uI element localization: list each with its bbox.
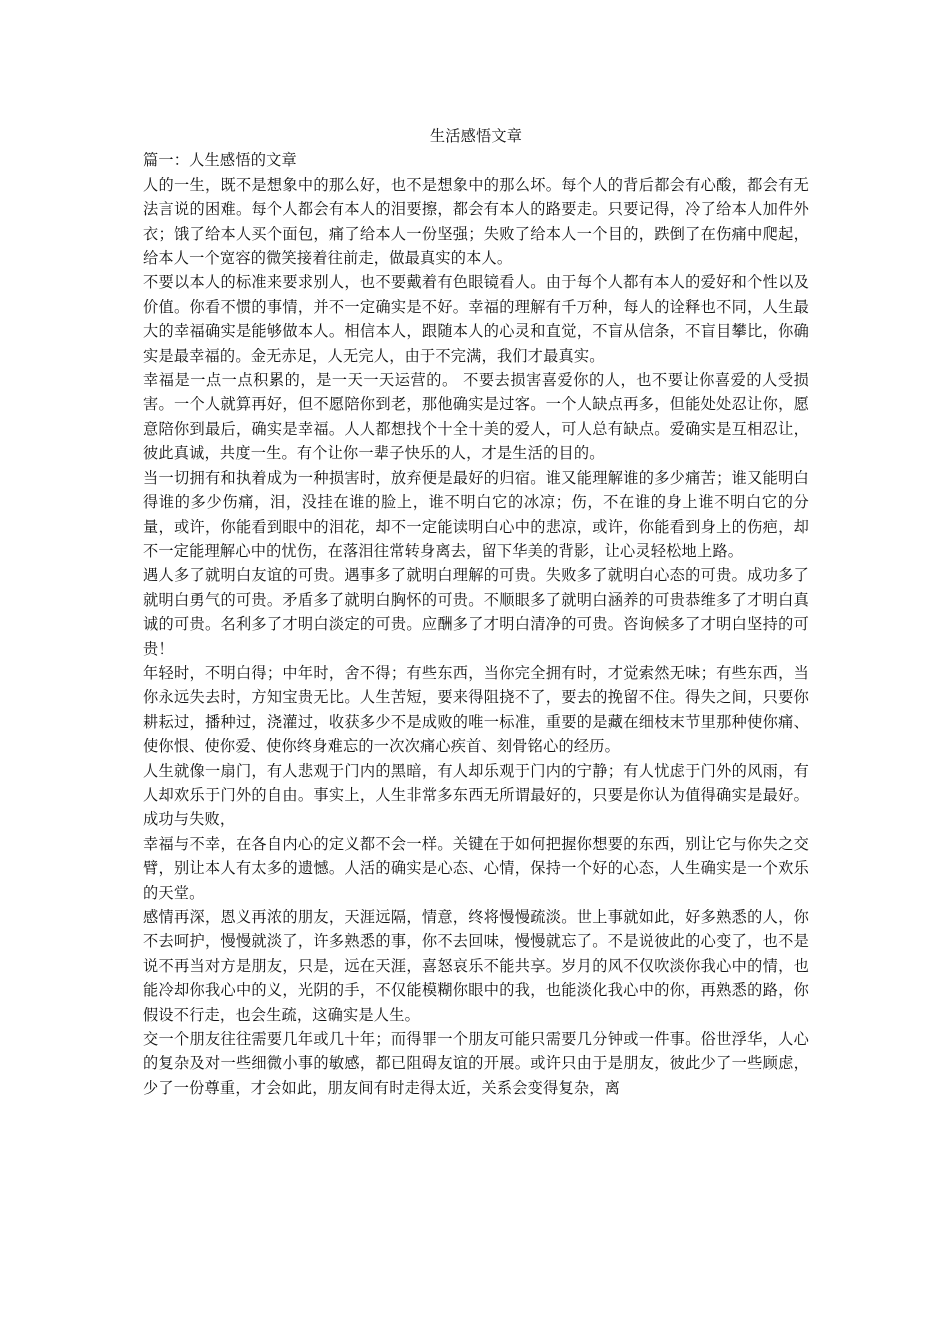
document-title: 生活感悟文章	[429, 127, 523, 145]
paragraph: 当一切拥有和执着成为一种损害时，放弃便是最好的归宿。谁又能理解谁的多少痛苦；谁又能明白得谁的多少伤痛，泪，没挂在谁的脸上，谁不明白它的冰凉；伤，不在谁的身上谁不明白它的分量，或许，你能看到眼中的泪花，却不一定能读明白心中的悲凉，或许，你能看到身上的伤疤，却不一定能理解心中的忧伤，在落泪往常转身离去，留下华美的背影，让心灵轻松地上路。	[143, 468, 809, 560]
paragraph: 感情再深，恩义再浓的朋友，天涯远隔，情意，终将慢慢疏淡。世上事就如此，好多熟悉的人，你不去呵护，慢慢就淡了，许多熟悉的事，你不去回味，慢慢就忘了。不是说彼此的心变了，也不是说不再当对方是朋友，只是，远在天涯，喜怒哀乐不能共享。岁月的风不仅吹淡你我心中的情，也能冷却你我心中的义，光阴的手，不仅能模糊你眼中的我，也能淡化我心中的你，再熟悉的路，你假设不行走，也会生疏，这确实是人生。	[143, 908, 809, 1024]
paragraph: 遇人多了就明白友谊的可贵。遇事多了就明白理解的可贵。失败多了就明白心态的可贵。成功多了就明白勇气的可贵。矛盾多了就明白胸怀的可贵。不顺眼多了就明白涵养的可贵恭维多了才明白真诚的可贵。名利多了才明白淡定的可贵。应酬多了才明白清净的可贵。咨询候多了才明白坚持的可贵！	[143, 566, 809, 658]
paragraph: 幸福与不幸，在各自内心的定义都不会一样。关键在于如何把握你想要的东西，别让它与你失之交臂，别让本人有太多的遗憾。人活的确实是心态、心情，保持一个好的心态，人生确实是一个欢乐的天堂。	[143, 834, 809, 902]
paragraph: 交一个朋友往往需要几年或几十年；而得罪一个朋友可能只需要几分钟或一件事。俗世浮华，人心的复杂及对一些细微小事的敏感，都已阻碍友谊的开展。或许只由于是朋友，彼此少了一些顾虑，少了一份尊重，才会如此，朋友间有时走得太近，关系会变得复杂，离	[143, 1030, 809, 1097]
paragraph: 人的一生，既不是想象中的那么好，也不是想象中的那么坏。每个人的背后都会有心酸，都会有无法言说的困难。每个人都会有本人的泪要擦，都会有本人的路要走。只要记得，冷了给本人加件外衣；饿了给本人买个面包，痛了给本人一份坚强；失败了给本人一个目的，跌倒了在伤痛中爬起，给本人一个宽容的微笑接着往前走，做最真实的本人。	[143, 175, 809, 268]
document-body	[143, 124, 809, 1100]
paragraph: 不要以本人的标准来要求别人，也不要戴着有色眼镜看人。由于每个人都有本人的爱好和个性以及价值。你看不惯的事情，并不一定确实是不好。幸福的理解有千万种，每人的诠释也不同，人生最大的幸福确实是能够做本人。相信本人，跟随本人的心灵和直觉，不盲从信条，不盲目攀比，你确实是最幸福的。金无赤足，人无完人，由于不完满，我们才最真实。	[143, 273, 809, 365]
section-heading: 篇一：人生感悟的文章	[143, 151, 297, 170]
paragraph: 年轻时，不明白得；中年时，舍不得；有些东西，当你完全拥有时，才觉索然无味；有些东西，当你永远失去时，方知宝贵无比。人生苦短，要来得阻挠不了，要去的挽留不住。得失之间，只要你耕耘过，播种过，浇灌过，收获多少不是成败的唯一标准，重要的是藏在细枝末节里那种使你痛、使你恨、使你爱、使你终身难忘的一次次痛心疾首、刻骨铭心的经历。	[143, 663, 809, 756]
paragraph: 幸福是一点一点积累的，是一天一天运营的。 不要去损害喜爱你的人，也不要让你喜爱的人受损害。一个人就算再好，但不愿陪你到老，那他确实是过客。一个人缺点再多，但能处处忍让你，愿意陪你到最后，确实是幸福。人人都想找个十全十美的爱人，可人总有缺点。爱确实是互相忍让，彼此真诚，共度一生。有个让你一辈子快乐的人，才是生活的目的。	[143, 371, 809, 463]
paragraph: 人生就像一扇门，有人悲观于门内的黑暗，有人却乐观于门内的宁静；有人忧虑于门外的风雨，有人却欢乐于门外的自由。事实上，人生非常多东西无所谓最好的，只要是你认为值得确实是最好。成功与失败，	[143, 761, 809, 829]
